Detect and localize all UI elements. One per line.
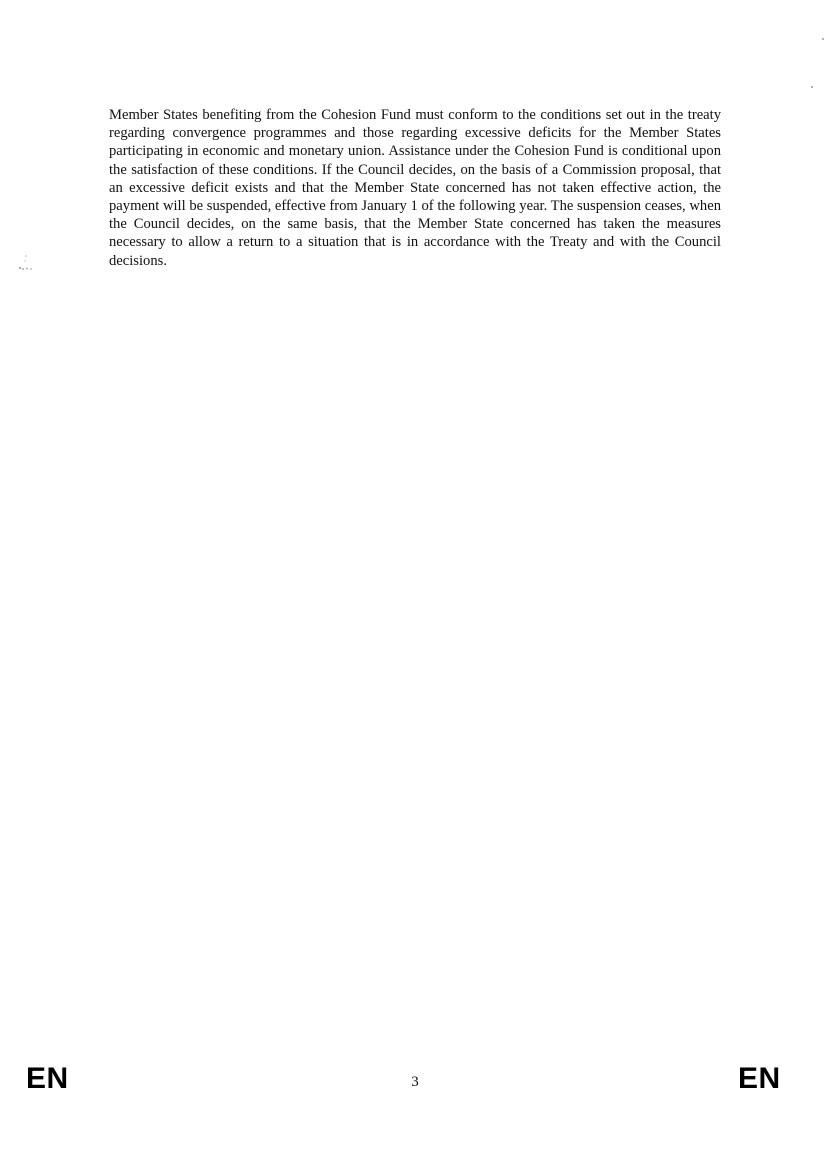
scan-artifact-icon (16, 252, 36, 274)
scan-speck (811, 86, 813, 88)
body-paragraph: Member States benefiting from the Cohesion Fund must conform to the conditions set out in the treaty regarding convergence programmes and those regarding excessive deficits for the Member States participating in economic and monetary union. Assistance under the Cohesion Fund is conditional upon the satisfaction of these conditions. If the Council decides, on the basis of a Commission proposal, that an excessive deficit exists and that the Member State concerned has not taken effective action, the payment will be suspended, effective from January 1 of the following year. The suspension ceases, when the Council decides, on the same basis, that the Member State concerned has taken the measures necessary to allow a return to a situation that is in accordance with the Treaty and with the Council decisions. (109, 107, 721, 269)
language-code-left: EN (26, 1062, 69, 1095)
language-code-right: EN (738, 1062, 781, 1095)
scan-speck (822, 38, 824, 40)
page-number: 3 (411, 1074, 419, 1090)
